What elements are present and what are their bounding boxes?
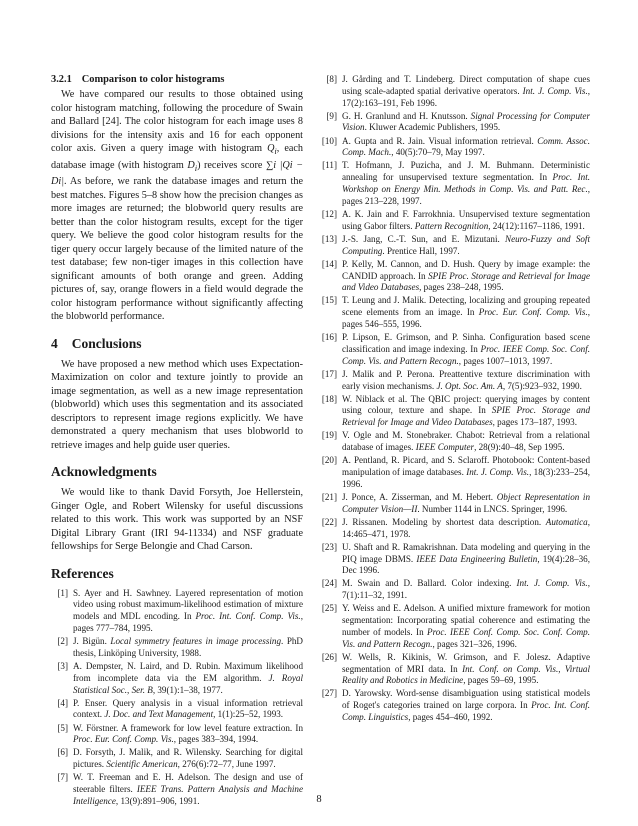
reference-venue: J. Doc. and Text Management (104, 709, 214, 720)
reference-venue: SPIE Proc. Storage and Retrieval for Image and Video Databases (342, 270, 590, 293)
reference-venue: Int. J. Comp. Vis. (516, 578, 588, 589)
section-title: Conclusions (71, 335, 142, 351)
reference-venue: Proc. IEEE Conf. Comp. Soc. Conf. Comp. Vis. and Pattern Recogn. (342, 626, 590, 649)
reference-venue: Object Representation in Computer Vision—II (342, 491, 590, 514)
reference-number: [6] (57, 747, 68, 758)
reference-venue: Signal Processing for Computer Vision (342, 110, 590, 133)
reference-text: A. Pentland, R. Picard, and S. Sclaroff. Photobook: Content-based manipulation of image databases. Int. J. Comp. Vis., 18(3):233–254, 1996. (342, 455, 590, 489)
reference-number: [3] (57, 660, 68, 671)
reference-number: [7] (57, 772, 68, 783)
reference-venue: Pattern Recognition (414, 220, 489, 231)
paragraph-text-c: ) receives score (197, 159, 266, 171)
score-formula: ∑i |Qi − Di| (51, 159, 303, 188)
paragraph-text-a: We have compared our results to those obtained using color histogram matching, following the procedure of Swain and Ballard [24]. The color histogram for each image uses 8 divisions for the intensity axis and 16 for each opponent color axis. Given a query image with histogram (51, 89, 303, 154)
reference-text: D. Forsyth, J. Malik, and R. Wilensky. Searching for digital pictures. Scientific American, 276(6):72–77, June 1997. (73, 747, 303, 770)
reference-text: W. Förstner. A framework for low level feature extraction. In Proc. Eur. Conf. Comp. Vis., pages 383–394, 1994. (73, 722, 303, 745)
reference-text: J. Rissanen. Modeling by shortest data description. Automatica, 14:465–471, 1978. (342, 516, 590, 539)
reference-number: [21] (321, 491, 337, 502)
reference-text: A. K. Jain and F. Farrokhnia. Unsupervised texture segmentation using Gabor filters. Pattern Recognition, 24(12):1167–1186, 1991. (342, 208, 590, 231)
reference-venue: Neuro-Fuzzy and Soft Computing (342, 233, 590, 256)
reference-item (320, 455, 590, 490)
reference-text: W. Wells, R. Kikinis, W. Grimson, and F. Jolesz. Adaptive segmentation of MRI data. In Int. Conf. on Comp. Vis., Virtual Reality and Robotics in Medicine, pages 59–69, 1995. (342, 651, 590, 686)
reference-venue: Scientific American (106, 759, 178, 770)
reference-item (320, 652, 590, 687)
acknowledgments-paragraph: We would like to thank David Forsyth, Joe Hellerstein, Ginger Ogle, and Robert Wilensky for useful discussions related to this work. This work was supported by an NSF Digital Library Grant (IRI 94-11334) and NSF graduate fellowships for Serge Belongie and Chad Carson. (51, 487, 303, 553)
reference-venue: Comm. Assoc. Comp. Mach. (342, 135, 590, 158)
reference-number: [23] (321, 541, 337, 552)
reference-venue: Automatica (545, 516, 588, 527)
reference-venue: Int. Conf. on Comp. Vis., Virtual Reality and Robotics in Medicine (342, 663, 590, 686)
references-heading: References (51, 565, 114, 581)
reference-item (320, 111, 590, 135)
reference-venue: Int. J. Comp. Vis. (466, 467, 530, 478)
reference-text: V. Ogle and M. Stonebraker. Chabot: Retrieval from a relational database of images. IEEE Computer, 28(9):40–48, Sep 1995. (342, 430, 590, 453)
section-number: 4 (51, 335, 58, 351)
reference-item (320, 492, 590, 516)
reference-item (320, 394, 590, 429)
reference-item (51, 723, 303, 747)
reference-number: [19] (321, 430, 337, 441)
reference-number: [22] (321, 516, 337, 527)
reference-text: G. H. Granlund and H. Knutsson. Signal Processing for Computer Vision. Kluwer Academic Publishers, 1995. (342, 110, 590, 133)
subsection-heading (51, 74, 303, 85)
reference-text: Y. Weiss and E. Adelson. A unified mixture framework for motion segmentation: Incorporating spatial coherence and estimating the number of models. In Proc. IEEE Conf. Comp. Soc. Conf. Comp. Vis. and Pattern Recogn., pages 321–326, 1996. (342, 603, 590, 649)
reference-item (320, 688, 590, 723)
reference-venue: Proc. Eur. Conf. Comp. Vis. (478, 307, 588, 318)
acknowledgments-heading: Acknowledgments (51, 464, 157, 480)
reference-text: U. Shaft and R. Ramakrishnan. Data modeling and querying in the PIQ image DBMS. IEEE Data Engineering Bulletin, 19(4):28–36, Dec 1996. (342, 541, 590, 576)
reference-number: [11] (322, 160, 337, 171)
reference-item (320, 136, 590, 160)
math-d (187, 160, 197, 171)
reference-number: [9] (326, 110, 337, 121)
reference-number: [1] (57, 587, 68, 598)
reference-number: [13] (321, 233, 337, 244)
reference-item (320, 234, 590, 258)
reference-text: P. Enser. Query analysis in a visual information retrieval context. J. Doc. and Text Management, 1(1):25–52, 1993. (73, 697, 303, 720)
reference-number: [25] (321, 603, 337, 614)
left-column (51, 74, 303, 809)
subsection-number: 3.2.1 (51, 74, 72, 85)
reference-item (320, 295, 590, 330)
reference-text: J. Ponce, A. Zisserman, and M. Hebert. Object Representation in Computer Vision—II. Number 1144 in LNCS. Springer, 1996. (342, 491, 590, 514)
reference-venue: SPIE Proc. Storage and Retrieval for Image and Video Databases (342, 405, 590, 428)
reference-venue: Proc. Int. Conf. Comp. Vis. (195, 611, 301, 622)
math-q-symbol: Q (267, 143, 275, 154)
reference-item (320, 332, 590, 367)
reference-number: [26] (321, 651, 337, 662)
reference-text: W. T. Freeman and E. H. Adelson. The design and use of steerable filters. IEEE Trans. Pattern Analysis and Machine Intelligence, 13(9):891–906, 1991. (73, 772, 303, 806)
reference-text: A. Dempster, N. Laird, and D. Rubin. Maximum likelihood from incomplete data via the EM algorithm. J. Royal Statistical Soc., Ser. B, 39(1):1–38, 1977. (73, 660, 303, 695)
reference-venue: Proc. Int. Workshop on Energy Min. Methods in Comp. Vis. and Patt. Rec. (342, 172, 591, 195)
reference-venue: Proc. IEEE Comp. Soc. Conf. Comp. Vis. and Pattern Recogn. (342, 343, 590, 366)
reference-text: T. Hofmann, J. Puzicha, and J. M. Buhmann. Deterministic annealing for unsupervised texture segmentation. In Proc. Int. Workshop on Energy Min. Methods in Comp. Vis. and Patt. Rec., pages 213–228, 1997. (342, 160, 591, 206)
reference-venue: IEEE Computer (415, 442, 475, 453)
reference-text: T. Leung and J. Malik. Detecting, localizing and grouping repeated scene elements from an image. In Proc. Eur. Conf. Comp. Vis., pages 546–555, 1996. (342, 295, 590, 330)
reference-text: P. Kelly, M. Cannon, and D. Hush. Query by image example: the CANDID approach. In SPIE Proc. Storage and Retrieval for Image and Video Databases, pages 238–248, 1995. (342, 258, 590, 293)
reference-text: M. Swain and D. Ballard. Color indexing. Int. J. Comp. Vis., 7(1):11–32, 1991. (342, 578, 590, 601)
reference-item (320, 74, 590, 109)
references-list-left (51, 588, 303, 808)
reference-number: [8] (326, 74, 337, 84)
reference-item (320, 430, 590, 454)
reference-number: [12] (321, 208, 337, 219)
reference-number: [4] (57, 697, 68, 708)
reference-text: J. Malik and P. Perona. Preattentive texture discrimination with early vision mechanisms. J. Opt. Soc. Am. A, 7(5):923–932, 1990. (342, 368, 590, 391)
reference-number: [15] (321, 295, 337, 306)
reference-item (51, 636, 303, 660)
paragraph-text-d: . As before, we rank the database images and return the best matches. Figures 5–8 show how the precision changes as more images are returned; the blobworld query results are better than the color histogram results, except for the tiger query. We believe the good color histogram results for the tiger query occur largely because of the limited nature of the test database; few non-tiger images in this collection have significant amounts of both orange and green. Adding pictures of, say, orange flowers in a field would degrade the color histogram performance without significantly affecting the blobworld performance. (51, 176, 303, 323)
reference-number: [17] (321, 368, 337, 379)
reference-item (320, 603, 590, 650)
reference-venue: J. Royal Statistical Soc., Ser. B (73, 672, 303, 695)
reference-venue: J. Opt. Soc. Am. A (436, 380, 503, 391)
reference-text: A. Gupta and R. Jain. Visual information retrieval. Comm. Assoc. Comp. Mach., 40(5):70–79, May 1997. (342, 135, 590, 158)
reference-item (320, 209, 590, 233)
reference-item (320, 259, 590, 294)
reference-text: J.-S. Jang, C.-T. Sun, and E. Mizutani. Neuro-Fuzzy and Soft Computing. Prentice Hall, 1997. (342, 233, 590, 256)
reference-text: S. Ayer and H. Sawhney. Layered representation of motion video using robust maximum-likelihood estimation of mixture models and MDL encoding. In Proc. Int. Conf. Comp. Vis., pages 777–784, 1995. (73, 587, 303, 633)
math-q-subscript: i (274, 146, 277, 157)
reference-item (51, 588, 303, 635)
references-list-right (320, 74, 590, 724)
reference-number: [10] (321, 135, 337, 146)
reference-number: [16] (321, 332, 337, 343)
color-histogram-paragraph (51, 88, 303, 324)
reference-text: P. Lipson, E. Grimson, and P. Sinha. Configuration based scene classification and image indexing. In Proc. IEEE Comp. Soc. Conf. Comp. Vis. and Pattern Recogn., pages 1007–1013, 1997. (342, 332, 590, 366)
reference-item (320, 542, 590, 577)
reference-text: J. Gårding and T. Lindeberg. Direct computation of shape cues using scale-adapted spatial derivative operators. Int. J. Comp. Vis., 17(2):163–191, Feb 1996. (342, 74, 590, 108)
reference-text: D. Yarowsky. Word-sense disambiguation using statistical models of Roget's categories trained on large corpora. In Proc. Int. Conf. Comp. Linguistics, pages 454–460, 1992. (342, 688, 590, 723)
reference-item (51, 747, 303, 771)
reference-venue: Proc. Int. Conf. Comp. Linguistics (342, 700, 590, 723)
reference-item (51, 698, 303, 722)
reference-item (51, 661, 303, 696)
reference-number: [5] (57, 722, 68, 733)
conclusions-paragraph: We have proposed a new method which uses Expectation-Maximization on color and texture jointly to provide an image segmentation, as well as a new image representation (blobworld) which uses this segmentation and its associated descriptors to represent image regions explicitly. We have demonstrated a query mechanism that uses blobworld to retrieve images and help guide user queries. (51, 358, 303, 451)
reference-venue: Local symmetry features in image processing (110, 636, 281, 647)
reference-venue: Int. J. Comp. Vis. (522, 85, 588, 96)
reference-venue: Proc. Eur. Conf. Comp. Vis. (73, 734, 174, 745)
reference-venue: IEEE Data Engineering Bulletin (416, 553, 538, 564)
reference-number: [20] (321, 455, 337, 466)
reference-text: W. Niblack et al. The QBIC project: querying images by content using colour, texture and shape. In SPIE Proc. Storage and Retrieval for Image and Video Databases, pages 173–187, 1993. (342, 393, 590, 428)
reference-number: [18] (321, 393, 337, 404)
reference-item (320, 160, 590, 207)
conclusions-heading (51, 336, 303, 352)
reference-text: J. Bigün. Local symmetry features in image processing. PhD thesis, Linköping University, 1988. (73, 636, 303, 658)
reference-number: [24] (321, 578, 337, 589)
math-d-symbol: D (187, 159, 195, 171)
math-q (267, 143, 277, 157)
reference-venue: IEEE Trans. Pattern Analysis and Machine Intelligence (73, 784, 303, 806)
page-number: 8 (316, 794, 322, 805)
reference-item (320, 578, 590, 602)
subsection-title: Comparison to color histograms (81, 74, 225, 85)
reference-number: [27] (321, 688, 337, 699)
reference-item (320, 517, 590, 541)
math-d-subscript: i (194, 162, 198, 173)
reference-number: [2] (57, 636, 68, 647)
right-column (320, 74, 590, 725)
reference-number: [14] (321, 258, 337, 269)
reference-item (320, 369, 590, 393)
paragraph-text-b: , each database image (with histogram (51, 143, 303, 171)
